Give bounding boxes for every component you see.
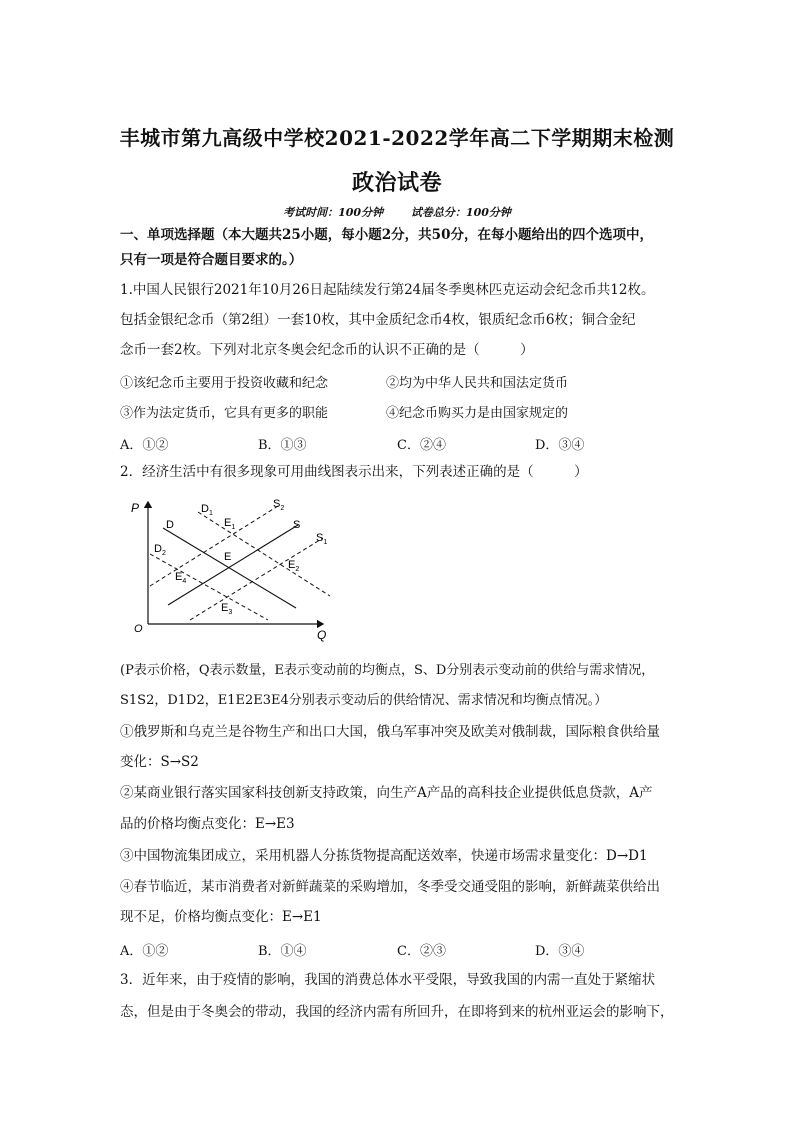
q2-option-a: A．①② — [120, 944, 169, 959]
q1-statement-2: ②均为中华人民共和国法定货币 — [386, 376, 569, 391]
q1-option-c: C．②④ — [397, 438, 446, 453]
origin-label: O — [134, 623, 143, 635]
q2-option-c: C．②③ — [397, 944, 446, 959]
total-score: 试卷总分：100分钟 — [410, 206, 511, 219]
q2-option-b: B．①④ — [258, 944, 307, 959]
label-s2: $S_2$ — [273, 498, 285, 512]
q2-statement-4-line1: ④春节临近，某市消费者对新鲜蔬菜的采购增加，冬季受交通受阻的影响，新鲜蔬菜供给出 — [120, 879, 660, 895]
label-e3: $E_3$ — [221, 602, 233, 616]
label-d1: $D_1$ — [201, 503, 213, 517]
q2-stem: 2．经济生活中有很多现象可用曲线图表示出来，下列表述正确的是（ ） — [120, 464, 588, 480]
axis-label-p: P — [131, 501, 140, 515]
exam-meta — [0, 204, 794, 220]
q1-statement-3: ③作为法定货币，它具有更多的职能 — [120, 406, 329, 421]
q1-option-d: D．③④ — [535, 438, 585, 453]
label-s1: $S_1$ — [316, 532, 328, 546]
q2-note-line2: S1S2，D1D2，E1E2E3E4分别表示变动后的供给情况、需求情况和均衡点情况。） — [120, 693, 608, 708]
section-heading-line2: 只有一项是符合题目要求的。） — [120, 252, 303, 268]
q1-statement-4: ④纪念币购买力是由国家规定的 — [386, 406, 569, 421]
q1-option-a: A．①② — [120, 438, 169, 453]
label-s: S — [293, 519, 301, 531]
supply-curve-s2 — [150, 506, 278, 586]
label-e1: $E_1$ — [224, 517, 236, 531]
q1-option-b: B．①③ — [258, 438, 307, 453]
q3-stem-line2: 态，但是由于冬奥会的带动，我国的经济内需有所回升，在即将到来的杭州亚运会的影响下， — [120, 1004, 674, 1020]
q2-option-d: D．③④ — [535, 944, 585, 959]
q2-statement-3: ③中国物流集团成立，采用机器人分拣货物提高配送效率，快递市场需求量变化：D→D1 — [120, 848, 648, 864]
q2-statement-1-line2: 变化：S→S2 — [120, 754, 199, 770]
q1-statement-1: ①该纪念币主要用于投资收藏和纪念 — [120, 376, 329, 391]
label-d: D — [166, 519, 174, 531]
demand-curve-d2 — [150, 554, 268, 620]
label-e2: $E_2$ — [288, 559, 300, 573]
exam-title: 丰城市第九高级中学校2021-2022学年高二下学期期末检测 — [119, 126, 675, 150]
q2-statement-2-line1: ②某商业银行落实国家科技创新支持政策，向生产A产品的高科技企业提供低息贷款，A产 — [120, 785, 653, 801]
demand-curve-d1 — [198, 512, 330, 596]
q2-statement-2-line2: 品的价格均衡点变化：E→E3 — [120, 816, 295, 832]
axis-label-q: Q — [317, 628, 327, 642]
q3-stem-line1: 3．近年来，由于疫情的影响，我国的消费总体水平受限，导致我国的内需一直处于紧缩状 — [120, 972, 656, 988]
q2-note-line1: (P表示价格，Q表示数量，E表示变动前的均衡点，S、D分别表示变动前的供给与需求情况， — [120, 663, 655, 678]
label-d2: $D_2$ — [154, 543, 166, 557]
exam-time: 考试时间：100分钟 — [283, 206, 384, 219]
q1-stem-line3: 念币一套2枚。下列对北京冬奥会纪念币的认识不正确的是（ ） — [120, 342, 534, 358]
q1-stem-line1: 1.中国人民银行2021年10月26日起陆续发行第24届冬季奥林匹克运动会纪念币共12枚。 — [120, 282, 655, 298]
q2-statement-1-line1: ①俄罗斯和乌克兰是谷物生产和出口大国，俄乌军事冲突及欧美对俄制裁，国际粮食供给量 — [120, 724, 660, 740]
label-e: E — [224, 551, 232, 563]
exam-subtitle: 政治试卷 — [351, 170, 442, 196]
label-e4: $E_4$ — [175, 571, 187, 585]
q2-statement-4-line2: 现不足，价格均衡点变化：E→E1 — [120, 909, 322, 925]
supply-demand-graph — [118, 492, 338, 644]
q1-stem-line2: 包括金银纪念币（第2组）一套10枚，其中金质纪念币4枚，银质纪念币6枚；铜合金纪 — [120, 312, 636, 328]
section-heading-line1: 一、单项选择题（本大题共25小题，每小题2分，共50分，在每小题给出的四个选项中， — [120, 227, 653, 243]
